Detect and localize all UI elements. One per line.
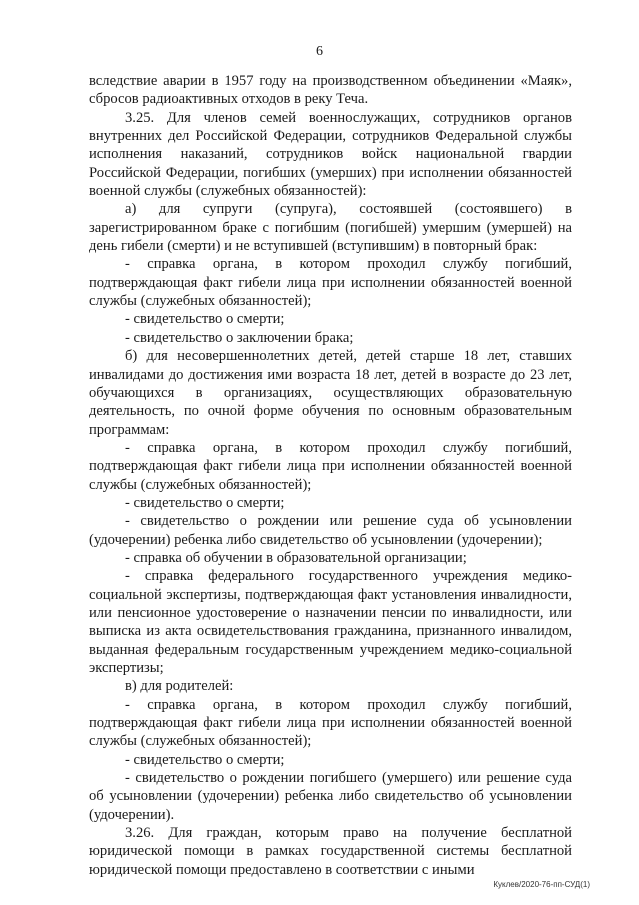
list-item: - свидетельство о рождении или решение суда об усыновлении (удочерении) ребенка либо свидетельство об усыновлении (удочерении); xyxy=(89,513,572,548)
list-item: - справка органа, в котором проходил службу погибший, подтверждающая факт гибели лица при исполнении обязанностей военной службы (служебных обязанностей); xyxy=(89,256,572,310)
page-number: 6 xyxy=(316,44,323,59)
paragraph: 3.26. Для граждан, которым право на получение бесплатной юридической помощи в рамках государственной системы бесплатной юридической помощи предоставлено в соответствии с иными xyxy=(89,825,572,878)
list-item: - свидетельство о рождении погибшего (умершего) или решение суда об усыновлении (удочерении) ребенка либо свидетельство об усыновлении (удочерении). xyxy=(89,770,572,823)
document-body xyxy=(89,72,572,879)
list-item: - свидетельство о смерти; xyxy=(125,751,285,768)
list-item: - справка федерального государственного учреждения медико-социальной экспертизы, подтверждающая факт установления инвалидности, или пенсионное удостоверение о назначении пенсии по инвалидности, или выписка из акта освидетельствования гражданина, признанного инвалидом, выданная федеральным государственным учреждением медико-социальной экспертизы; xyxy=(89,568,572,676)
list-item: - справка об обучении в образовательной организации; xyxy=(125,549,467,566)
list-item: - справка органа, в котором проходил службу погибший, подтверждающая факт гибели лица при исполнении обязанностей военной службы (служебных обязанностей); xyxy=(89,696,572,750)
paragraph: 3.25. Для членов семей военнослужащих, сотрудников органов внутренних дел Российской Федерации, сотрудников Федеральной службы исполнения наказаний, сотрудников войск национальной гвардии Российской Федерации, погибших (умерших) при исполнении обязанностей военной службы (служебных обязанностей): xyxy=(89,109,572,200)
list-item: - свидетельство о смерти; xyxy=(125,311,285,328)
list-item: - свидетельство о заключении брака; xyxy=(125,329,354,346)
document-code: Куклев/2020-76-пп-СУД(1) xyxy=(493,880,590,889)
paragraph: б) для несовершеннолетних детей, детей старше 18 лет, ставших инвалидами до достижения ими возраста 18 лет, детей в возрасте до 23 лет, обучающихся в организациях, осуществляющих образовательную деятельность, по очной форме обучения по основным образовательным программам: xyxy=(89,348,572,438)
paragraph: в) для родителей: xyxy=(125,678,234,695)
list-item: - свидетельство о смерти; xyxy=(125,494,285,511)
paragraph: вследствие аварии в 1957 году на производственном объединении «Маяк», сбросов радиоактивных отходов в реку Теча. xyxy=(89,73,572,108)
paragraph: а) для супруги (супруга), состоявшей (состоявшего) в зарегистрированном браке с погибшим (погибшей) умершим (умершей) на день гибели (смерти) и не вступившей (вступившим) в повторный брак: xyxy=(89,201,572,255)
list-item: - справка органа, в котором проходил службу погибший, подтверждающая факт гибели лица при исполнении обязанностей военной службы (служебных обязанностей); xyxy=(89,439,572,493)
